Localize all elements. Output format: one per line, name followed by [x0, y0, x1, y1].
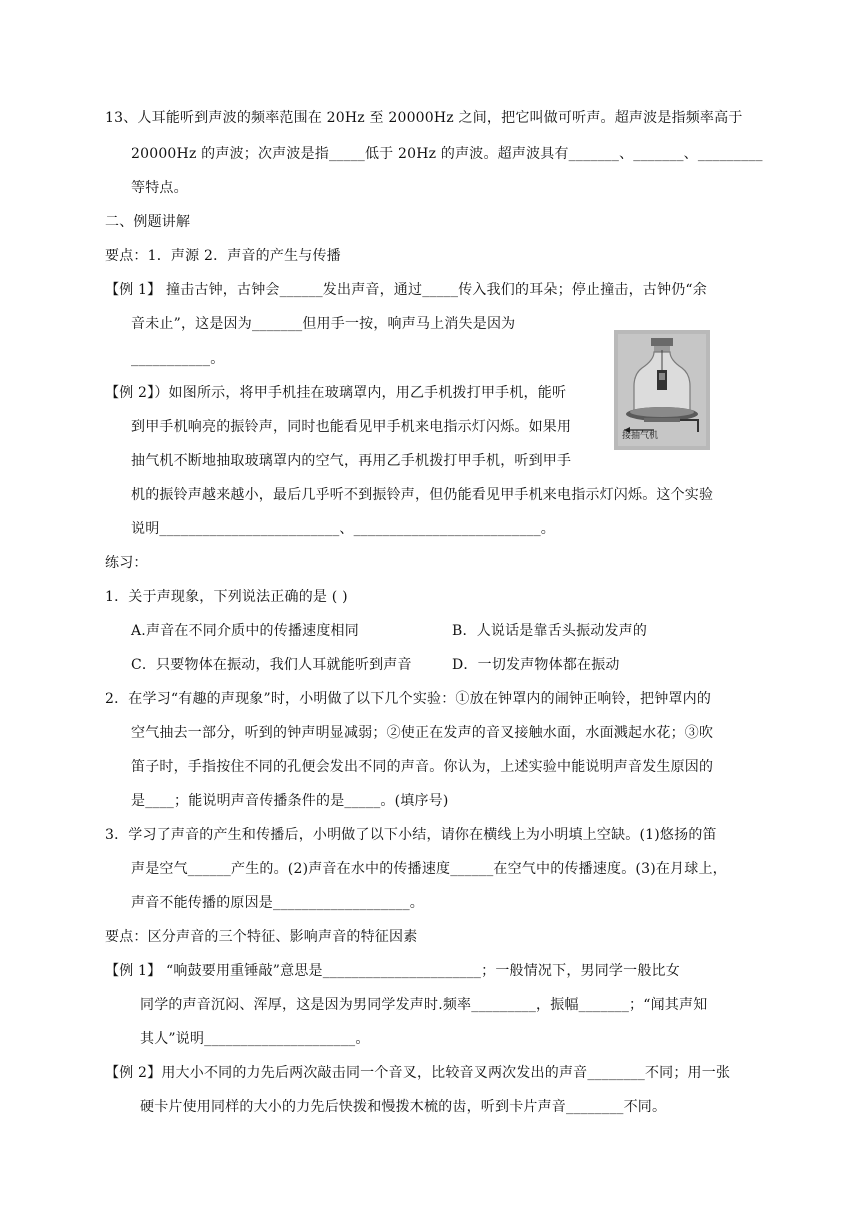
p2-line-1: 2．在学习“有趣的声现象”时，小明做了以下几个实验：①放在钟罩内的闹钟正响铃，把钟罩内的 [105, 691, 712, 707]
p2-line-3: 笛子时，手指按住不同的孔便会发出不同的声音。你认为，上述实验中能说明声音发生原因的 [131, 759, 714, 775]
p2-line-4: 是____；能说明声音传播条件的是_____。(填序号) [131, 793, 449, 809]
example1-line-1: 【例 1】 撞击古钟，古钟会______发出声音，通过_____传入我们的耳朵；停止撞击，古钟仍“余 [105, 282, 707, 298]
bell-jar-figure [614, 330, 710, 450]
p3-line-1: 3．学习了声音的产生和传播后，小明做了以下小结，请你在横线上为小明填上空缺。(1)悠扬的笛 [105, 827, 717, 843]
example4-line-1: 【例 2】用大小不同的力先后两次敲击同一个音叉，比较音叉两次发出的声音________不同；用一张 [105, 1065, 731, 1081]
key-point-1: 要点：1．声源 2．声音的产生与传播 [105, 248, 341, 264]
example3-line-2: 同学的声音沉闷、浑厚，这是因为男同学发声时.频率_________，振幅_______；“闻其声知 [140, 997, 708, 1013]
p2-line-2: 空气抽去一部分，听到的钟声明显减弱；②使正在发声的音叉接触水面，水面溅起水花；③吹 [131, 725, 714, 741]
example2-line-3: 抽气机不断地抽取玻璃罩内的空气，再用乙手机拨打甲手机，听到甲手 [131, 453, 572, 469]
example3-line-3: 其人”说明_____________________。 [140, 1031, 370, 1047]
practice-heading: 练习： [105, 555, 148, 571]
example2-line-5: 说明_________________________、__________________________。 [131, 521, 555, 537]
p1-option-d: D．一切发声物体都在振动 [452, 657, 620, 673]
p3-line-3: 声音不能传播的原因是___________________。 [131, 895, 424, 911]
p1-option-c: C．只要物体在振动，我们人耳就能听到声音 [131, 657, 412, 673]
example2-line-2: 到甲手机响亮的振铃声，同时也能看见甲手机来电指示灯闪烁。如果用 [131, 419, 572, 435]
q13-line-1: 13、人耳能听到声波的频率范围在 20Hz 至 20000Hz 之间，把它叫做可听声。超声波是指频率高于 [105, 110, 743, 126]
figure-label: 接抽气机 [622, 431, 659, 441]
q13-line-2: 20000Hz 的声波；次声波是指_____低于 20Hz 的声波。超声波具有_______、_______、_________ [131, 146, 763, 162]
example2-line-1: 【例 2】）如图所示，将甲手机挂在玻璃罩内，用乙手机拨打甲手机，能听 [105, 385, 567, 401]
section-heading: 二、例题讲解 [105, 214, 191, 230]
p3-line-2: 声是空气______产生的。(2)声音在水中的传播速度______在空气中的传播速度。(3)在月球上， [131, 861, 727, 877]
example4-line-2: 硬卡片使用同样的大小的力先后快拨和慢拨木梳的齿，听到卡片声音________不同。 [140, 1099, 667, 1115]
example1-line-2: 音未止”，这是因为_______但用手一按，响声马上消失是因为 [131, 316, 516, 332]
example1-line-3: ___________。 [131, 351, 225, 367]
q13-line-3: 等特点。 [131, 180, 188, 196]
example3-line-1: 【例 1】 “响鼓要用重锤敲”意思是______________________；一般情况下，男同学一般比女 [105, 963, 680, 979]
p1-option-a: A.声音在不同介质中的传播速度相同 [131, 623, 359, 639]
key-point-2: 要点：区分声音的三个特征、影响声音的特征因素 [105, 929, 418, 945]
example2-line-4: 机的振铃声越来越小，最后几乎听不到振铃声，但仍能看见甲手机来电指示灯闪烁。这个实验 [131, 487, 714, 503]
p1-option-b: B．人说话是靠舌头振动发声的 [452, 623, 648, 639]
p1-question: 1．关于声现象，下列说法正确的是 ( ) [105, 589, 348, 605]
